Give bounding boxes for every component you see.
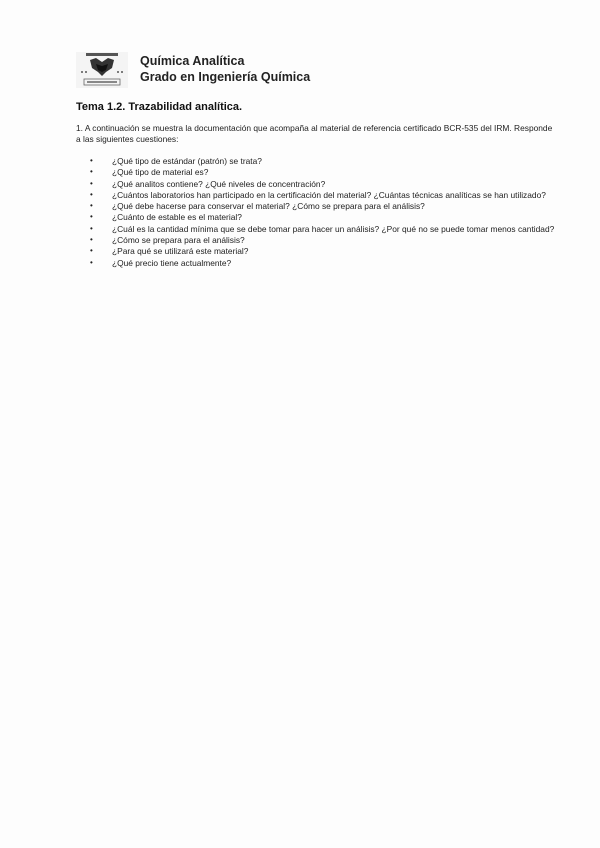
question-list xyxy=(76,156,556,269)
section-title: Tema 1.2. Trazabilidad analítica. xyxy=(76,101,243,113)
bullet-icon: • xyxy=(90,223,93,233)
bullet-icon: • xyxy=(90,178,93,188)
list-item xyxy=(76,167,556,178)
bullet-icon: • xyxy=(90,167,93,177)
question-text: ¿Qué tipo de estándar (patrón) se trata? xyxy=(112,156,262,166)
university-logo xyxy=(76,52,128,88)
list-item xyxy=(76,190,556,201)
list-item xyxy=(76,235,556,246)
question-text: ¿Qué tipo de material es? xyxy=(112,167,209,178)
bullet-icon: • xyxy=(90,246,93,256)
list-item xyxy=(76,156,556,167)
bullet-icon: • xyxy=(90,257,93,267)
bullet-icon: • xyxy=(90,235,93,245)
question-text: ¿Qué precio tiene actualmente? xyxy=(112,257,232,268)
list-item xyxy=(76,201,556,212)
exercise-intro: 1. A continuación se muestra la documentación que acompaña al material de referencia certificado BCR-535 del IRM. Responde a las siguientes cuestiones: xyxy=(76,123,553,145)
bullet-icon: • xyxy=(90,156,93,165)
question-text: ¿Cuántos laboratorios han participado en la certificación del material? ¿Cuántas técnicas analíticas se han utilizado? xyxy=(112,189,546,200)
course-title: Química Analítica xyxy=(140,54,245,68)
bullet-icon: • xyxy=(90,189,93,199)
list-item xyxy=(76,224,556,235)
document-header xyxy=(76,52,310,88)
list-item xyxy=(76,212,556,223)
question-text: ¿Para qué se utilizará este material? xyxy=(112,246,249,257)
question-text: ¿Qué analitos contiene? ¿Qué niveles de concentración? xyxy=(112,178,326,189)
degree-title: Grado en Ingeniería Química xyxy=(140,70,311,84)
question-text: ¿Qué debe hacerse para conservar el material? ¿Cómo se prepara para el análisis? xyxy=(112,201,425,212)
question-text: ¿Cuánto de estable es el material? xyxy=(112,212,242,223)
bullet-icon: • xyxy=(90,212,93,222)
list-item xyxy=(76,179,556,190)
list-item xyxy=(76,258,556,269)
question-text: ¿Cómo se prepara para el análisis? xyxy=(112,235,245,246)
list-item xyxy=(76,246,556,257)
bullet-icon: • xyxy=(90,201,93,211)
question-text: ¿Cuál es la cantidad mínima que se debe tomar para hacer un análisis? ¿Por qué no se puede tomar menos cantidad? xyxy=(112,223,555,234)
